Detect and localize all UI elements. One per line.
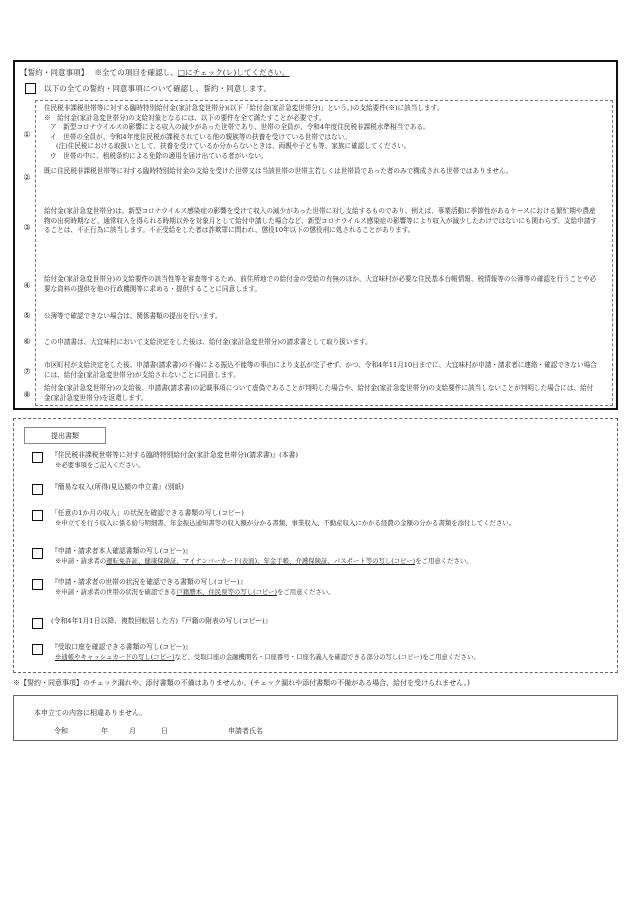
- document-title: 『住民税非課税世帯等に対する臨時特別給付金(家計急変世帯分)(請求書)』(本書): [51, 451, 299, 459]
- document-note: [51, 588, 611, 597]
- document-title: 「任意の1か月の収入」の状況を確認できる書類の写し(コピー): [51, 509, 244, 517]
- document-item-4[interactable]: [32, 547, 611, 566]
- requirement-7: [23, 361, 612, 380]
- document-checkbox[interactable]: [32, 452, 43, 463]
- document-note-underlined: ※通帳やキャッシュカードの写し(コピー): [55, 652, 175, 661]
- document-item-3[interactable]: [32, 509, 611, 528]
- document-note-suffix: など、受取口座の金融機関名・口座番号・口座名義人を確認できる部分の写し(コピー)をご用意ください。: [174, 652, 480, 661]
- consent-section: [13, 60, 618, 410]
- declaration-box: [13, 695, 618, 741]
- requirement-number: ②: [23, 173, 31, 182]
- requirement-1: [23, 104, 612, 162]
- requirement-text: 給付金(家計急変世帯分)は、新型コロナウイルス感染症の影響を受けて収入の減少があった世帯に対し支給するものであり、例えば、事業活動に季節性があるケースにおける繁忙期や農産物の出荷時期など、通常収入を得られる時期以外を対象月として給付申請した場合など、新型コロナウイルス感染症の影響等により収入が減少したわけではないにも関わらず、支給申請することは、不正行為に該当します。不正受給をした者は詐欺罪に問われ、懲役10年以下の懲役刑に処されることがあります。: [44, 207, 597, 235]
- date-year-field[interactable]: [86, 726, 100, 735]
- requirement-number: ⑤: [23, 311, 31, 320]
- requirement-6: [23, 337, 612, 348]
- date-month-label: 月: [129, 727, 136, 735]
- document-item-2[interactable]: [32, 483, 611, 493]
- requirement-8: [23, 384, 612, 403]
- declaration-text: 本申立ての内容に相違ありません。: [34, 709, 147, 717]
- document-checkbox[interactable]: [32, 618, 43, 629]
- requirement-sub-i: イ 世帯の全員が、令和4年度住民税が課税されている他の親族等の扶養を受けている世帯ではない。: [50, 132, 351, 141]
- requirement-sub-u: ウ 世帯の中に、租税条約による免除の適用を届け出ている者がいない。: [50, 151, 268, 160]
- document-note-underlined: 戸籍謄本、住民票等の写し(コピー): [176, 587, 278, 596]
- document-note-prefix: ※申請・請求者の世帯の状況を確認できる: [55, 587, 177, 596]
- applicant-name-field[interactable]: [276, 726, 476, 735]
- document-checkbox[interactable]: [32, 579, 43, 590]
- document-checkbox[interactable]: [32, 548, 43, 559]
- requirement-number: ⑦: [23, 367, 31, 376]
- requirement-4: [23, 275, 612, 294]
- requirement-number: ⑥: [23, 337, 31, 346]
- document-title: 『受取口座を確認できる書類の写し(コピー)』: [51, 643, 192, 651]
- document-checkbox[interactable]: [32, 644, 43, 655]
- consent-title: [20, 67, 289, 78]
- document-item-7[interactable]: [32, 643, 611, 662]
- requirement-sub-note: (注)住民税における取扱いとして、扶養を受けているか分からないときは、両親や子ども等、家族に確認してください。: [56, 142, 411, 151]
- agree-all-row[interactable]: [25, 83, 271, 94]
- requirement-number: ③: [23, 223, 31, 232]
- consent-instruction: ※全ての項目を確認し、: [94, 68, 178, 77]
- consent-instruction-underlined: □にチェック(レ)してください。: [177, 68, 290, 77]
- document-item-5[interactable]: [32, 578, 611, 597]
- applicant-name-label: 申請者氏名: [228, 727, 263, 735]
- requirement-2: [23, 167, 612, 182]
- requirement-text: 公簿等で確認できない場合は、関係書類の提出を行います。: [44, 312, 222, 320]
- document-title: 『申請・請求者本人確認書類の写し(コピー)』: [51, 547, 192, 555]
- requirement-number: ⑧: [23, 390, 31, 399]
- document-item-6[interactable]: [32, 617, 611, 627]
- agree-all-label: 以下の全ての誓約・同意事項について確認し、誓約・同意します。: [44, 84, 272, 93]
- date-year-label: 年: [101, 727, 108, 735]
- document-note: ※必要事項をご記入ください。: [55, 460, 145, 469]
- requirement-3: [23, 207, 612, 236]
- consent-heading: 【誓約・同意事項】: [20, 68, 89, 77]
- documents-section: [13, 418, 618, 673]
- requirement-text: この申請書は、大宜味村において支給決定をした後は、給付金(家計急変世帯分)の請求書として取り扱います。: [44, 338, 372, 346]
- document-title: 『簡易な収入(所得)見込額の申立書』(別紙): [51, 483, 184, 491]
- date-day-label: 日: [161, 727, 168, 735]
- requirement-5: [23, 311, 612, 322]
- agree-all-checkbox[interactable]: [25, 83, 36, 94]
- requirement-sub-a: ア 新型コロナウイルスの影響による収入の減少があった世帯であり、世帯の全員が、令和4年度住民税非課税水準相当である。: [50, 123, 430, 132]
- date-era: 令和: [54, 727, 68, 735]
- requirement-text: 給付金(家計急変世帯分)の支給後、申請書(請求書)の記載事項について虚偽であることが判明した場合や、給付金(家計急変世帯分)の支給要件に該当しないことが判明した場合には、給付金(家計急変世帯分)を返還します。: [44, 384, 594, 402]
- document-checkbox[interactable]: [32, 484, 43, 495]
- document-note: [51, 557, 611, 566]
- document-note-underlined: 運転免許証、健康保険証、マイナンバーカード(表面)、年金手帳、介護保険証、パスポート等の写し(コピー): [106, 556, 416, 565]
- requirement-number: ④: [23, 281, 31, 290]
- date-day-field[interactable]: [142, 726, 160, 735]
- document-note-prefix: ※申請・請求者の: [55, 556, 107, 565]
- document-note: ※申立てを行う収入に係る給与明細書、年金振込通知書等の収入額が分かる書類、事業収入、不動産収入にかかる経費の金額の分かる書類を添付してください。: [55, 518, 516, 527]
- documents-title: 提出書類: [24, 427, 106, 444]
- requirement-text: 既に住民税非課税世帯等に対する臨時特別給付金の支給を受けた世帯又は当該世帯の世帯主若しくは世帯員であった者のみで構成される世帯ではありません。: [44, 167, 513, 175]
- document-note-suffix: をご用意ください。: [277, 587, 335, 596]
- requirement-number: ①: [23, 130, 31, 139]
- document-item-1[interactable]: [32, 451, 611, 470]
- incomplete-warning: ※【誓約・同意事項】のチェック漏れや、添付書類の不備はありませんか。(チェック漏れや添付書類の不備がある場合、給付を受けられません。): [13, 679, 470, 687]
- requirement-text: 市区町村が支給決定をした後、申請書(請求書)の不備による振込不能等の事由により支払が完了せず、かつ、令和4年11月10日までに、大宜味村が申請・請求者に連絡・確認できない場合には、給付金(家計急変世帯分)が支給されないことに同意します。: [44, 361, 597, 379]
- document-note: [51, 653, 611, 662]
- requirement-text: 住民税非課税世帯等に対する臨時特別給付金(家計急変世帯分)(以下「給付金(家計急変世帯分)」という。)の支給要件(※)に該当します。: [44, 104, 444, 112]
- requirement-text: 給付金(家計急変世帯分)の支給要件の該当性等を審査等するため、前住所地での給付金の受給の有無のほか、大宜味村が必要な住民基本台帳情報、税情報等の公簿等の確認を行うことや必要な資料の提供を他の行政機関等に求める・提供することに同意します。: [44, 275, 597, 293]
- document-checkbox[interactable]: [32, 510, 43, 521]
- document-title: 『申請・請求者の世帯の状況を確認できる書類の写し(コピー)』: [51, 578, 247, 586]
- document-title: (令和4年1月1日以降、複数回転居した方)『戸籍の附表の写し(コピー)』: [51, 617, 272, 625]
- date-month-field[interactable]: [114, 726, 128, 735]
- document-note-suffix: をご用意ください。: [415, 556, 473, 565]
- requirement-note: ※ 給付金(家計急変世帯分)の支給対象となるには、以下の要件を全て満たすことが必要です。: [44, 113, 326, 122]
- requirements-list: [23, 100, 613, 406]
